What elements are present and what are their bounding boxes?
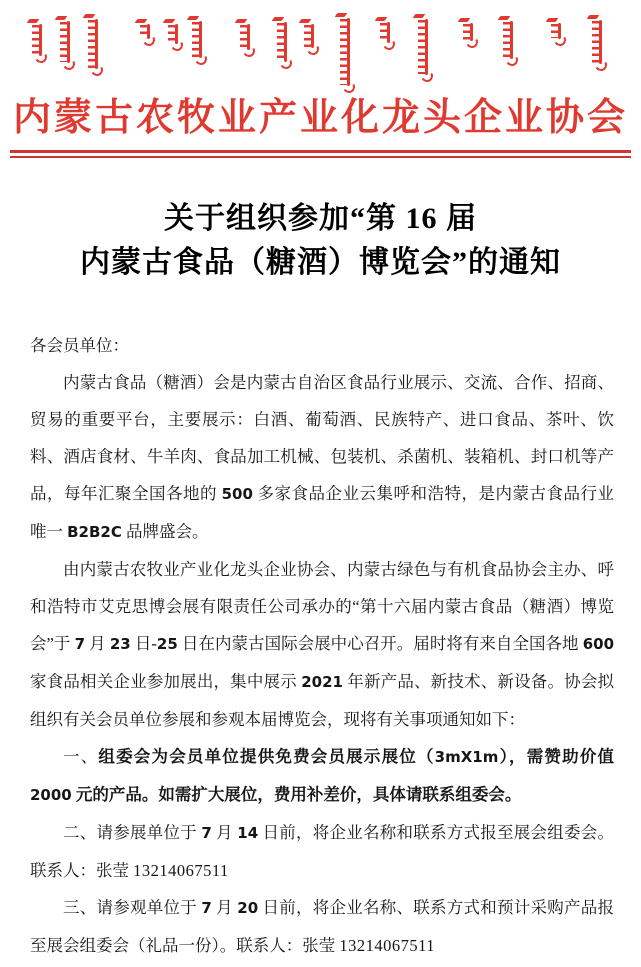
mongolian-word	[88, 19, 98, 69]
text-segment: 25	[156, 635, 178, 653]
mongolian-word	[32, 24, 42, 56]
text-segment: 日在内蒙古国际会展中心召开。届时将有来自全国各地	[177, 634, 583, 653]
notice-title-line2: 内蒙古食品（糖酒）博览会”的通知	[80, 246, 561, 279]
text-segment: 7	[201, 899, 212, 917]
text-segment: 7	[74, 635, 85, 653]
text-segment: 13214067511	[339, 936, 436, 955]
mongolian-word	[592, 20, 602, 64]
text-segment: 家食品相关企业参加展出，集中展示	[30, 672, 302, 691]
body-paragraph	[30, 551, 614, 738]
notice-body	[30, 327, 614, 964]
mongolian-word	[240, 24, 250, 50]
text-segment: 二、请参展单位于	[63, 823, 202, 842]
mongolian-word	[304, 24, 314, 48]
mongolian-word	[60, 21, 70, 63]
mongolian-word	[192, 21, 202, 58]
text-segment: B2B2C	[67, 523, 122, 541]
text-segment: 年新产品、新技术、新设备。协会拟组织有关会员单位参展和参观本届博览会，现将有关事项通知如下：	[30, 672, 615, 729]
mongolian-word	[380, 22, 390, 43]
text-segment: 日-	[130, 634, 157, 653]
text-segment: 多家食品企业云集呼和浩特，是内蒙古食品行业唯一	[30, 484, 615, 541]
mongolian-word	[168, 24, 178, 44]
text-segment: 日前，将企业名称、联系方式和预计采购产品报至展会组委会（礼品一份）。联系人：张莹	[30, 898, 615, 955]
mongolian-word	[277, 22, 287, 62]
text-segment: 14	[237, 824, 259, 842]
text-segment: 2021	[301, 673, 343, 691]
body-paragraph	[30, 327, 614, 364]
text-segment: 内蒙古食品（糖酒）会是内蒙古自治区食品行业展示、交流、合作、招商、贸易的重要平台，主要展示：白酒、葡萄酒、民族特产、进口食品、茶叶、饮料、酒店食材、牛羊肉、食品加工机械、包装机、杀菌机、装箱机、封口机等产品，每年汇聚全国各地的	[30, 373, 614, 503]
text-segment: 13214067511	[133, 861, 229, 880]
mongolian-word	[463, 23, 473, 41]
body-paragraph	[30, 738, 614, 814]
text-segment: 3mX1m	[434, 748, 499, 766]
text-segment: 组委会为会员单位提供免费会员展示展位（	[98, 747, 435, 766]
text-segment: 500	[221, 485, 253, 503]
text-segment: 各会员单位：	[30, 336, 129, 355]
text-segment: 日前，将企业名称和联系方式报至展会组委会。联系人：张莹	[30, 823, 615, 880]
text-segment: 7	[201, 824, 212, 842]
body-paragraph	[30, 364, 614, 551]
notice-title	[0, 197, 641, 285]
text-segment: 品牌盛会。	[121, 522, 209, 541]
text-segment: 600	[582, 635, 615, 653]
org-name: 内蒙古农牧业产业化龙头企业协会	[12, 97, 628, 139]
mongolian-word	[340, 18, 350, 86]
text-segment: 月	[211, 823, 238, 842]
mongolian-word	[551, 23, 561, 39]
text-segment: 一、	[63, 747, 99, 766]
text-segment: 由内蒙古农牧业产业化龙头企业协会、内蒙古绿色与有机食品协会主办、呼和浩特市艾克思博会展有限责任公司承办的“第十六届内蒙古食品（糖酒）博览会”于	[30, 560, 614, 653]
body-paragraph	[30, 889, 614, 964]
text-segment: 23	[109, 635, 131, 653]
mongolian-word	[503, 21, 513, 59]
text-segment: 月	[85, 634, 110, 653]
text-segment: ），需赞助价值	[498, 747, 615, 766]
text-segment: 月	[211, 898, 238, 917]
mongolian-word	[140, 24, 150, 39]
body-paragraph	[30, 814, 614, 889]
text-segment: 2000	[30, 786, 72, 804]
text-segment: 元的产品。如需扩大展位，费用补差价，具体请联系组委会。	[71, 785, 522, 804]
text-segment: 三、请参观单位于	[63, 898, 202, 917]
letterhead-divider	[10, 150, 631, 158]
mongolian-word	[418, 19, 428, 75]
text-segment: 20	[237, 899, 259, 917]
notice-title-line1: 关于组织参加“第 16 届	[164, 202, 477, 235]
